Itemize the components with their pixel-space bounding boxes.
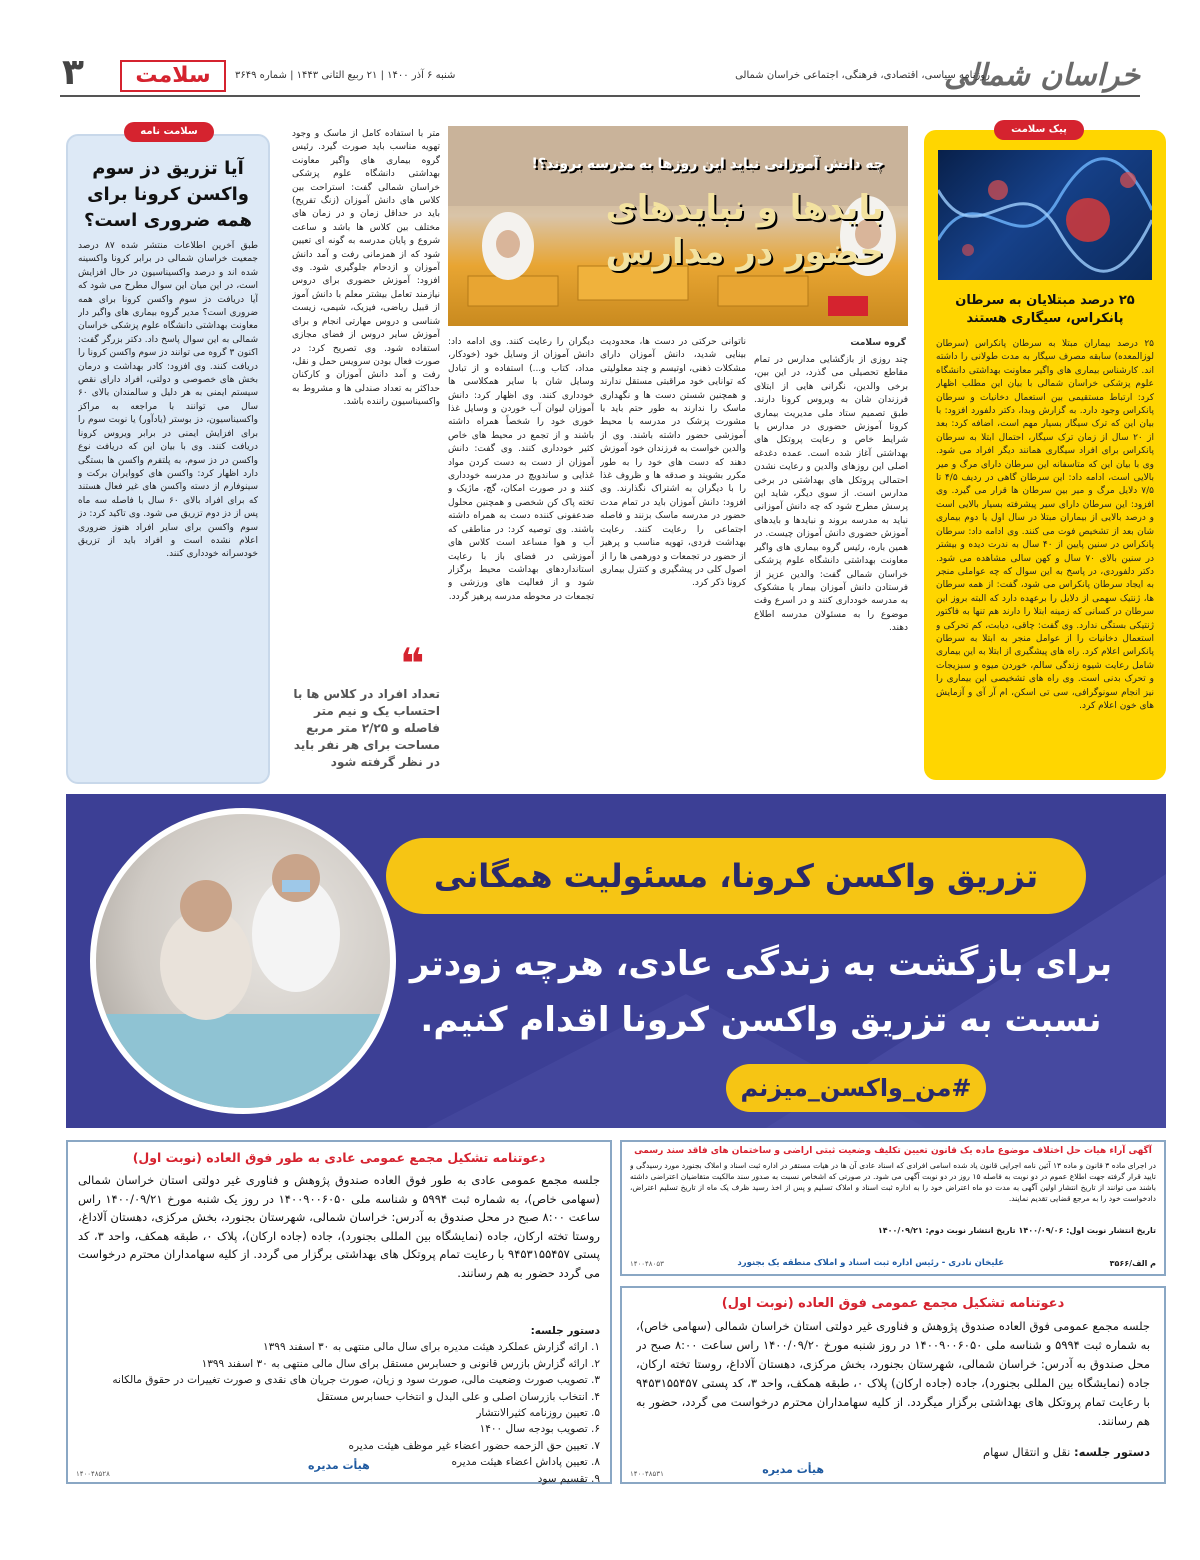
feature-column-4: متر با استفاده کامل از ماسک و وجود تهویه مناسب باید صورت گیرد. رئیس گروه بیماری های واگیر معاونت بهداشتی دانشگاه علوم پزشکی خراسان شمالی گفت: استراحت بین کلاس های دانش آموزان (زنگ تفریح) باید در حداقل زمان و در زمان های مختلف بین کلاس ها باشد و ساعت شروع و پایان مدرسه به گونه ای تعیین شود که از همزمانی رفت و آمد دانش آموزان و ازدحام جلوگیری شود. وی افزود: آموزش حضوری برای دروس نیازمند تعامل بیشتر معلم با دانش آموز از قبیل ریاضی، فیزیک، شیمی، زیست شناسی و دروس مهارتی انجام و برای آموزش سایر دروس از فضای مجازی استفاده شود. وی تصریح کرد: در صورت فعال بودن سرویس حمل و نقل، رفت و آمد دانش آموزان و کارکنان حداکثر به تعداد صندلی ها و مشروط به واکسیناسیون راننده باشد. [292,129,440,408]
newspaper-logo: خراسان شمالی [944,58,1140,93]
page-number: ۳ [62,52,84,93]
quote-mark-icon: ❝ [400,639,425,688]
masthead [0,0,1200,110]
ordinary-assembly-notice [66,1140,612,1484]
ordinary-notice-title: دعوتنامه تشکیل مجمع عمومی عادی به طور فوق العاده (نوبت اول) [132,1150,546,1165]
extraordinary-notice-code: ۱۴۰۰۴۸۵۳۱ [630,1470,664,1478]
feature-kicker: چه دانش آموزانی نباید این روزها به مدرسه بروند؟! [531,156,884,172]
salamat-name-body: طبق آخرین اطلاعات منتشر شده ۸۷ درصد جمعیت خراسان شمالی در برابر کرونا واکسینه شده اند و درصد واکسیناسیون در حال افزایش است، در این میان این سوال مطرح می شود که آیا دریافت دز سوم واکسن کرونا برای همه ضروری است؟ مدیر گروه بیماری های واگیر دار معاونت بهداشتی دانشگاه علوم پزشکی خراسان شمالی به این سوال پاسخ داد. دکتر بزرگر گفت: اکنون ۳ گروه می توانند دز سوم واکسن کرونا را دریافت کنند. وی افزود: کادر بهداشت و درمان بخش های خصوصی و دولتی، افراد دارای نقص سیستم ایمنی به هر دلیل و سالمندان بالای ۶۰ سال می توانند با مراجعه به مراکز واکسیناسیون، دز بوستر (یادآور) یا نوبت سوم را برای افزایش ایمنی در برابر ویروس کرونا دریافت کنند. وی با بیان این که دریافت نوع واکسن در دز سوم، به پلتفرم واکسن ها بستگی دارد اظهار کرد: واکسن های کووایران برکت و سینوفارم از دسته واکسن های غیر فعال هستند که برای افراد بالای ۶۰ سال با فاصله سه ماه پس از دز دوم تزریق می شود. وی تاکید کرد: دز سوم واکسن برای سایر افراد هنوز ضروری اعلام نشده است و افراد باید از تزریق خودسرانه خودداری کنند. [78,241,258,560]
feature-column-2: ناتوانی حرکتی در دست ها، محدودیت بینایی شدید، دانش آموزان دارای مشکلات ذهنی، اوتیسم و چند معلولیتی که توانایی خود مراقبتی مستقل ندارند و همچنین شستن دست ها و نگهداری ماسک را ندارند به طور حتم باید با مشورت پزشک در مدرسه با محیط آموزشی حضور داشته باشند. وی از والدین خواست به فرزندان خود آموزش دهند که دست های خود را به طور مکرر بشویند و صدقه ها و ظروف غذا را با دیگران به اشتراک نگذارند. وی افزود: دانش آموزان باید در تمام مدت حضور در مدرسه ماسک بزنند و فاصله اجتماعی را رعایت کنند. رعایت بهداشت فردی، تهویه مناسب و پرهیز از حضور در تجمعات و دورهمی ها را از اصول کلی در پیشگیری و کنترل بیماری کرونا ذکر کرد. [600,337,746,589]
extraordinary-agenda-text: نقل و انتقال سهام [982,1445,1071,1459]
agenda-item: ۹. تقسیم سود [537,1472,600,1485]
agenda-item: ۳. تصویب صورت وضعیت مالی، صورت سود و زیان، صورت جریان های نقدی و صورت تغییرات در حقوق مالکانه [112,1374,600,1387]
feature-column-1: چند روزی از بازگشایی مدارس در تمام مقاطع تحصیلی می گذرد، در این بین، برخی والدین، نگرانی هایی از ابتلای فرزندان شان به ویروس کرونا دارند. طبق تصمیم ستاد ملی مدیریت بیماری کرونا آموزش حضوری در مدارس با شرایط خاص و رعایت پروتکل های بهداشتی آغاز شده است. عمده دغدغه اصلی این روزهای والدین و رعایت نشدن احتمالی پروتکل های بهداشتی در برخی مدارس است. از سوی دیگر، شاید این پرسش مطرح شود که چه دانش آموزانی نباید به مدرسه بروند و نبایدها و بایدهای آموزش حضوری دانش آموزان چیست. در همین باره، رئیس گروه بیماری های واگیر معاونت بهداشتی دانشگاه علوم پزشکی خراسان شمالی گفت: والدین عزیز از فرستادن دانش آموزان بیمار یا مشکوک به مدرسه خودداری کنند و در اسرع وقت موضوع را به مسئولان مدرسه اطلاع دهند. [754,355,908,634]
agenda-item: ۶. تصویب بودجه سال ۱۴۰۰ [479,1423,600,1436]
issue-info: شنبه ۶ آذر ۱۴۰۰ | ۲۱ ربیع الثانی ۱۴۴۳ | شماره ۳۶۴۹ [235,70,456,81]
ordinary-notice-body: جلسه مجمع عمومی عادی به طور فوق العاده صندوق پژوهش و فناوری غیر دولتی استان خراسان شمالی (سهامی خاص)، به شماره ثبت ۵۹۹۴ و شناسه ملی ۱۴۰۰۹۰۰۶۰۵۰ در روز یک شنبه مورخ ۱۴۰۰/۰۹/۲۱ راس ساعت ۸:۰۰ صبح در محل صندوق به آدرس: خراسان شمالی، شهرستان بجنورد، بخش مرکزی، دهستان آلاداغ، روستا تخته ارکان، جاده (نمایشگاه بین المللی بجنورد)، جاده (جاده ارکان)، پلاک ۰، طبقه همکف، واحد ۳، کد پستی ۹۴۵۳۱۵۵۴۵۷ با رعایت تمام پروتکل های بهداشتی برگزار می گردد. از کلیه سهامداران محترم درخواست می گردد حضور به هم رسانند. [78,1173,600,1280]
feature-photo [448,126,908,326]
extraordinary-notice-signature: هیأت مدیره [762,1463,824,1476]
salamat-name-headline: آیا تزریق دز سوم واکسن کرونا برای همه ضروری است؟ [83,158,252,231]
feature-column-3: دیگران را رعایت کنند. وی ادامه داد: دانش آموزان از وسایل خود (خودکار، مداد، کتاب و...) استفاده و از تبادل وسایل شان با سایر همکلاسی ها خودداری کنند. وی اظهار کرد: دانش آموزان لیوان آب خوردن و وسایل غذا خوری خود را شخصاً همراه داشته باشند و از تجمع در محیط های خاص کثیر خودداری کنند. وی گفت: دانش آموزان از دست به دست کردن مواد غذایی و ساندویچ در مدرسه خودداری کنند و در صورت امکان، گچ، ماژیک و تخته پاک کن شخصی و همچنین محلول ضدعفونی کننده دست به همراه داشته باشند. وی توصیه کرد: در مناطقی که آب و هوا مساعد است کلاس های آموزشی در فضای باز با رعایت استانداردهای بهداشت محیط برگزار شود و از فعالیت های ورزشی و تجمعات در محوطه مدرسه پرهیز گردد. [448,337,594,602]
feature-title-line2: حضور در مدارس [605,232,884,272]
peyk-body: ۲۵ درصد بیماران مبتلا به سرطان پانکراس (سرطان لوزالمعده) سابقه مصرف سیگار به مدت طولانی را داشته اند. کارشناس بیماری های واگیر معاونت بهداشتی دانشگاه علوم پزشکی خراسان شمالی با بیان این مطلب اظهار کرد: ارتباط مستقیمی بین استعمال دخانیات و سرطان پانکراس وجود دارد. به گزارش وبدا، دکتر دلفورد افزود: با بیان این که ترک سیگار بسیار مهم است، اضافه کرد: بعد از ۲۰ سال از زمان ترک سیگار، احتمال ابتلا به سرطان پانکراس برای افراد سیگاری همانند دیگر افراد می شود. وی با بیان این که متاسفانه این سرطان دارای مرگ و میر بالایی است، ادامه داد: این سرطان گاهی در ردیف ۴/۵ تا ۷/۵ دلایل مرگ و میر بین سرطان ها قرار می گیرد. وی افزود: این سرطان دارای سیر پیشرفته بسیار بالایی است و درصد بالایی از بیماران مبتلا در سال اول یا دوم بیماری شان بعد از تشخیص فوت می کنند. وی ادامه داد: سرطان پانکراس در سنین پایین از ۴۰ سال به ندرت دیده و بیشتر در سنین بالای ۷۰ سال و کهن سالی مشاهده می شود. دکتر دلفوردی، در پاسخ به این سوال که چه عواملی منجر به ایجاد سرطان پانکراس می شود، گفت: از همه سرطان ها، ژنتیک سهمی از دلایل را برعهده دارد که البته بروز این سرطان در کسانی که زمینه ابتلا را دارند هم تنها به فاکتور ژنتیکی بستگی ندارد. وی گفت: چاقی، دیابت، کم تحرکی و استعمال دخانیات را از عوامل منجر به ابتلا به سرطان پانکراس اعلام کرد. راه های پیشگیری از ابتلا به این بیماری شامل رعایت شیوه زندگی سالم، خوردن میوه و سبزیجات و تحرک بدنی است. وی راه های تشخیصی این بیماری را نیز انجام سونوگرافی، سی تی اسکن، ام آر آی و آزمایش های خون اعلام کرد. [936,339,1154,711]
registry-notice-ref: م الف/۳۵۶۶ [1109,1259,1156,1268]
peyk-salamat-box [924,124,1166,780]
vaccination-photo [90,808,396,1114]
registry-notice [620,1140,1166,1276]
agenda-item: ۷. تعیین حق الزحمه حضور اعضاء غیر موظف هیئت مدیره [348,1439,600,1452]
dna-illustration [938,150,1152,280]
agenda-item: ۵. تعیین روزنامه کثیرالانتشار [476,1407,600,1420]
extraordinary-agenda-label: دستور جلسه: [1074,1445,1150,1459]
ordinary-agenda-label: دستور جلسه: [530,1325,600,1337]
peyk-tab: پیک سلامت [994,120,1084,140]
salamat-name-box [66,126,270,784]
nurse-patient-illustration [96,814,390,1108]
vaccine-banner [66,794,1166,1128]
feature-byline: گروه سلامت [850,338,906,348]
ordinary-notice-signature: هیأت مدیره [308,1459,370,1472]
banner-line-2: نسبت به تزریق واکسن کرونا اقدام کنیم. [420,1000,1102,1040]
registry-notice-title: آگهی آراء هیات حل اختلاف موضوع ماده یک قانون تعیین تکلیف وضعیت ثبتی اراضی و ساختمان های فاقد سند رسمی [634,1146,1152,1156]
newspaper-tagline: روزنامه سیاسی، اقتصادی، فرهنگی، اجتماعی خراسان شمالی [735,70,990,81]
banner-headline: تزریق واکسن کرونا، مسئولیت همگانی [386,838,1086,914]
dna-icon [938,150,1152,280]
registry-notice-code: ۱۴۰۰۴۸۰۵۳ [630,1260,664,1268]
ordinary-notice-code: ۱۴۰۰۴۸۵۲۸ [76,1470,110,1478]
salamat-name-tab: سلامت نامه [124,122,214,142]
pull-quote: تعداد افراد در کلاس ها با احتساب یک و نیم متر فاصله و ۲/۲۵ متر مربع مساحت برای هر نفر باید در نظر گرفته شود [293,687,440,769]
extraordinary-notice-agenda [636,1443,1150,1461]
feature-title-line1: بایدها و نبایدهای [605,188,884,228]
agenda-item: ۱. ارائه گزارش عملکرد هیئت مدیره برای سال مالی منتهی به ۳۰ اسفند ۱۳۹۹ [263,1341,600,1354]
peyk-headline: ۲۵ درصد مبتلایان به سرطان پانکراس، سیگاری هستند [955,293,1135,326]
agenda-item: ۲. ارائه گزارش بازرس قانونی و حسابرس مستقل برای سال مالی منتهی به ۳۰ اسفند ۱۳۹۹ [201,1357,600,1370]
banner-line-1: برای بازگشت به زندگی عادی، هرچه زودتر [409,944,1113,984]
header-rule [60,95,1140,97]
registry-notice-signature: علیخان نادری - رئیس اداره ثبت اسناد و املاک منطقه یک بجنورد [737,1258,1004,1268]
agenda-item: ۴. انتخاب بازرسان اصلی و علی البدل و انتخاب حسابرس مستقل [316,1390,600,1403]
extraordinary-notice-body: جلسه مجمع عمومی فوق العاده صندوق پژوهش و فناوری غیر دولتی استان خراسان شمالی (سهامی خاص)، به شماره ثبت ۵۹۹۴ و شناسه ملی ۱۴۰۰۹۰۰۶۰۵۰ در روز شنبه مورخ ۱۴۰۰/۰۹/۲۰ راس ساعت ۸:۰۰ صبح در محل صندوق به آدرس: خراسان شمالی، شهرستان بجنورد، بخش مرکزی، دهستان آلاداغ، روستا تخته ارکان، جاده (نمایشگاه بین المللی بجنورد)، جاده (جاده ارکان) پلاک ۰، طبقه همکف، واحد ۳، کد پستی ۹۴۵۳۱۵۵۴۵۷ با رعایت تمام پروتکل های بهداشتی برگزار میگردد. از کلیه سهامداران محترم درخواست می گردد، حضور به هم رسانند. [636,1319,1150,1428]
registry-notice-body: در اجرای ماده ۳ قانون و ماده ۱۳ آئین نامه اجرایی قانون یاد شده اسامی افرادی که اسناد عادی آن ها در هیات مستقر در اداره ثبت اسناد و املاک بجنورد مورد رسیدگی و تایید قرار گرفته جهت اطلاع عموم در دو نوبت به فاصله ۱۵ روز در دو نوبت آگهی می شود. در صورتی که اشخاص نسبت به صدور سند مالکیت متقاضیان اعتراضی داشته باشند می توانند از تاریخ انتشار اولین آگهی به مدت دو ماه اعتراض خود را به اداره ثبت اسناد و املاک تسلیم و پس از اخذ رسید ظرف یک ماه از تاریخ تسلیم اعتراض، دادخواست خود را به مرجع قضایی تقدیم نمایند. [630,1161,1156,1203]
section-label: سلامت [120,60,226,92]
extraordinary-notice-title: دعوتنامه تشکیل مجمع عمومی فوق العاده (نوبت اول) [721,1296,1065,1311]
agenda-item: ۸. تعیین پاداش اعضاء هیئت مدیره [451,1456,600,1469]
registry-notice-dates: تاریخ انتشار نوبت اول: ۱۴۰۰/۰۹/۰۶ تاریخ انتشار نوبت دوم: ۱۴۰۰/۰۹/۲۱ [877,1226,1156,1235]
banner-hashtag: #من_واکسن_میزنم [726,1064,986,1112]
extraordinary-assembly-notice [620,1286,1166,1484]
